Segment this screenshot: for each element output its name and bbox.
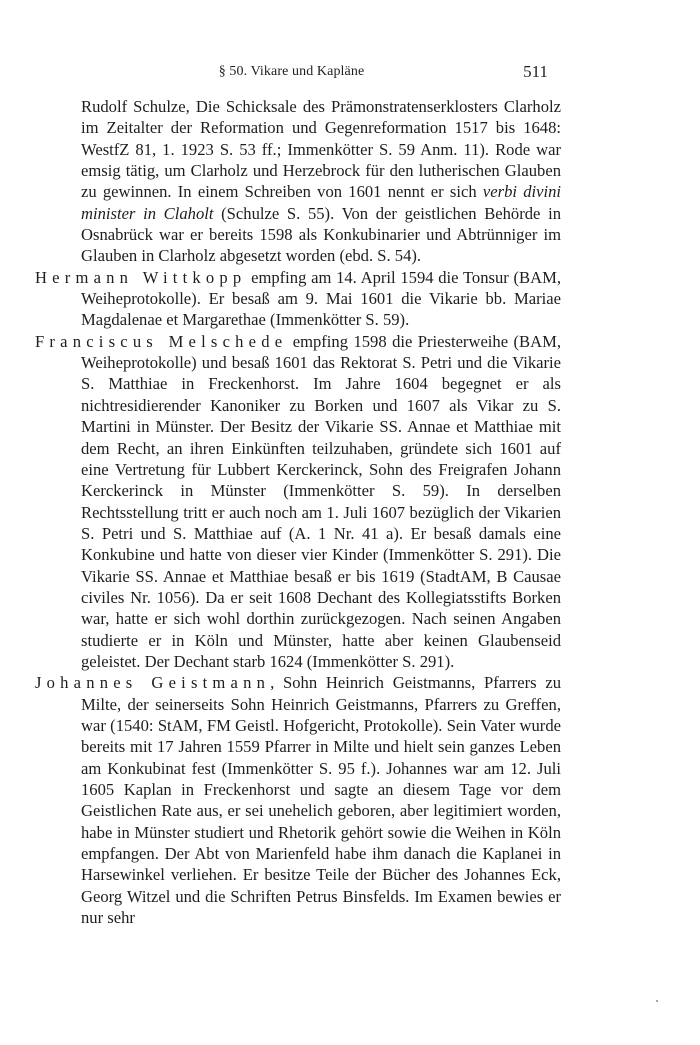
entry-text: , Sohn Heinrich Geistmanns, Pfarrers zu Milte, der seinerseits Sohn Heinrich Geistmanns, Pfarrers zu Greffen, war (1540: StAM, FM Geistl. Hofgericht, Protokolle). Sein Vater wurde bereits mit 17 Jahren 1559 Pfarrer in Milte und hielt sein ganzes Leben am Konkubinat fest (Immenkötter S. 95 f.). Johannes war am 12. Juli 1605 Kaplan in Freckenhorst und sagte an diesem Tage vor dem Geistlichen Rate aus, er sei unehelich geboren, aber legitimiert worden, habe in Münster studiert und Rhetorik gehört sowie die Weihen in Köln empfangen. Der Abt von Marienfeld habe ihm danach die Kaplanei in Harsewinkel verliehen. Er besitze Teile der Bücher des Johannes Eck, Georg Witzel und die Schriften Petrus Binsfelds. Im Examen bewies er nur sehr (81, 673, 561, 928)
entry-name: Johannes Geistmann (35, 673, 271, 693)
paragraph-text: Rudolf Schulze, Die Schicksale des Prämonstratenserklosters Clarholz im Zeitalter der Reformation und Gegenreformation 1517 bis 1648: WestfZ 81, 1. 1923 S. 53 ff.; Immenkötter S. 59 Anm. 11). Rode war emsig tätig, um Clarholz und Herzebrock für den lutherischen Glauben zu gewinnen. In einem Schreiben von 1601 nennt er sich (81, 97, 561, 202)
entry-name: Franciscus Melschede (35, 331, 288, 351)
body-text (35, 96, 561, 928)
page-number: 511 (523, 62, 548, 81)
entry-text: empfing am 14. April 1594 die Tonsur (BAM, Weiheprotokolle). Er besaß am 9. Mai 1601 die Vikarie bb. Mariae Magdalenae et Margarethae (Immenkötter S. 59). (81, 267, 561, 330)
entry-paragraph (35, 267, 561, 331)
entry-name: Hermann Wittkopp (35, 267, 247, 287)
entry-paragraph (35, 672, 561, 928)
entry-paragraph (35, 331, 561, 673)
running-head (35, 62, 548, 86)
stray-mark (656, 1000, 658, 1002)
latin-quote: verbi divini minister in Claholt (81, 182, 561, 223)
paragraph-text: (Schulze S. 55). Von der geistlichen Behörde in Osnabrück war er bereits 1598 als Konkubinarier und Abtrünniger im Glauben in Clarholz abgesetzt worden (ebd. S. 54). (81, 203, 561, 266)
running-head-title: § 50. Vikare und Kapläne (218, 64, 365, 79)
paragraph-continuation (35, 96, 561, 267)
entry-text: empfing 1598 die Priesterweihe (BAM, Weiheprotokolle) und besaß 1601 das Rektorat S. Petri und die Vikarie S. Matthiae in Freckenhorst. Im Jahre 1604 begegnet er als nichtresidierender Kanoniker zu Borken und 1607 als Vikar zu S. Martini in Münster. Der Besitz der Vikarie SS. Annae et Matthiae mit dem Recht, an ihren Einkünften teilzuhaben, gründete sich 1601 auf eine Vertretung für Lubbert Kerckerinck, Sohn des Freigrafen Johann Kerckerinck in Münster (Immenkötter S. 59). In derselben Rechtsstellung tritt er auch noch am 1. Juli 1607 bezüglich der Vikarien S. Petri und S. Matthiae auf (A. 1 Nr. 41 a). Er besaß damals eine Konkubine und hatte von dieser vier Kinder (Immenkötter S. 291). Die Vikarie SS. Annae et Matthiae besaß er bis 1619 (StadtAM, B Causae civiles Nr. 1056). Da er seit 1608 Dechant des Kollegiatsstifts Borken war, hatte er sich wohl dorthin zurückgezogen. Nach seinen Angaben studierte er in Köln und Münster, hatte aber keinen Glaubenseid geleistet. Der Dechant starb 1624 (Immenkötter S. 291). (81, 331, 561, 671)
